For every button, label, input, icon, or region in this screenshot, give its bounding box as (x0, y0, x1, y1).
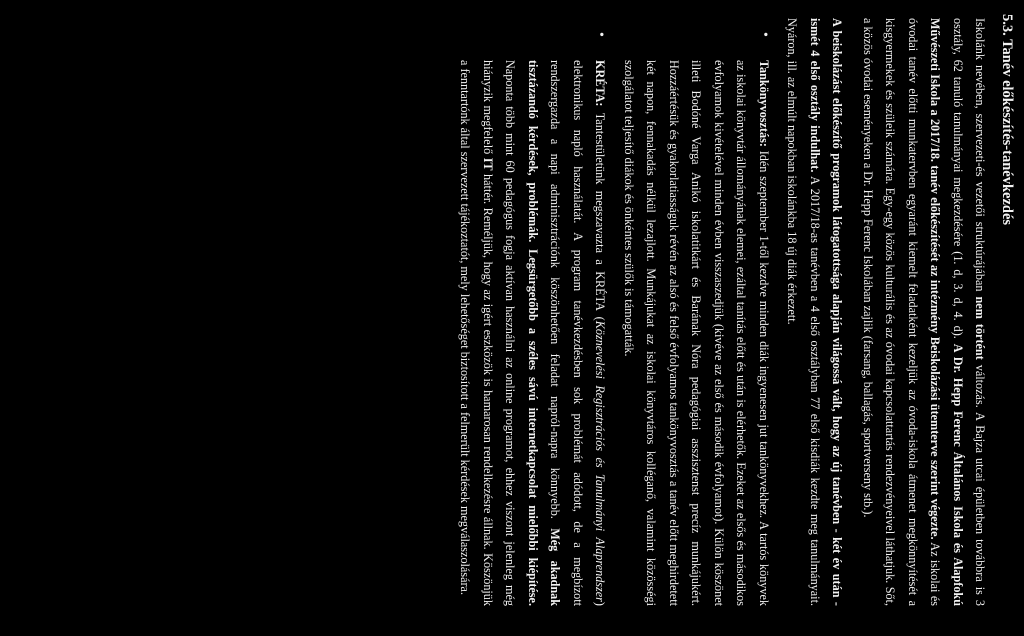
text-run: Tantestületünk megszavazta a KRÉTA ( (593, 106, 608, 321)
section-heading: 5.3. Tanév előkészítés-tanévkezdés (999, 14, 1015, 226)
text-run: A beiskolázást előkészítő programok látogatottsága alapján világossá vált, hogy az új tanévben - két év után - ismét 4 első osztály indulhat. (808, 18, 845, 606)
intro-paragraph (857, 18, 992, 606)
enrollment-paragraph (781, 18, 849, 606)
text-run: A Dr. Hepp Ferenc Általános Iskola és Alapfokú Művészeti Iskola a 2017/18. tanév előkészítését az intézmény Beiskolázási ütemterve szerint végezte. (928, 18, 965, 606)
bullet-icon: • (593, 32, 609, 37)
text-run: A 2017/18-as tanévben a 4 első osztályban 77 első kisdiák kezdte meg tanulmányait. Nyáron, ill. az elmúlt napokban iskolánkba 18 új diák érkezett. (785, 18, 822, 607)
bullet-item-textbooks (618, 18, 776, 606)
bullet-item-kreta (454, 18, 612, 606)
text-run: Köznevelési Regisztrációs és Tanulmányi Alaprendszer (593, 320, 608, 602)
text-run: KRÉTA: (593, 60, 608, 107)
bullet-icon: • (757, 32, 772, 37)
text-run: háttér. Reméljük, hogy az igért eszközök is hamarosan rendelkezésre állnak. Köszönjük a fenntartónk által szervezett tájékoztatót, mely lehetőséget biztosított a felmerült kérdések megválaszolására. (458, 60, 495, 606)
kreta-paragraph (454, 60, 612, 606)
text-run: Idén szeptember 1-től kezdve minden diák ingyenesen jut tankönyvekhez. A tartós könyvek az iskolai könyvtár állományának elemei, ezáltal tanítás előtt és után is elérhetők. Ezeket az elsős és másodikos évfolyamok kivételével minden évben visszaszedjük (kivéve az első és második évfolyamot). Külön köszönet illeti Bodóné Varga Anikó iskolatitkárt és Barának Nóra pedagógiai asszisztenst precíz munkájukért. Hozzáértésük és gyakorlatiasságuk révén az alsó és felső évfolyamos tankönyvosztás a tanév előtt meghirdetett két napon, fennakadás nélkül lezajlott. Munkájukat az iskolai könyvtáros kolléganő, valamint közösségi szolgálatot teljesítő diákok és önkéntes szülők is támogatták. (622, 60, 771, 606)
textbook-paragraph (618, 60, 776, 606)
text-run: Az iskolai és óvodai tanév előtti munkatervben egyaránt kiemelt feladatként kezeljük az óvoda-iskola átmenet megkönnyítését a kisgyermekek és szüleik számára. Egy-egy közös kulturális és az óvodai kapcsolattartás rendezvényeivel láthatjuk. Sőt, a közös óvodai eseményeken a Dr. Hepp Ferenc Iskolában zajlik (farsang, ballagás, sportverseny stb.). (861, 18, 943, 606)
text-run: ) elektronikus napló használatát. A program tanévkezdésben sok problémát adódott, de a megbízott rendszergazda a napi adminisztrációnk köszönhetően feladat napról-napra könnyebb. (548, 60, 608, 606)
text-run: Tankönyvosztás: (757, 60, 771, 147)
text-run: Még akadnak tisztázandó kérdések, problémák. Legsürgetőbb a széles sávú internetkapcsolat mielőbbi kiépítése. (526, 60, 563, 606)
text-run: IT (481, 157, 495, 171)
text-run: Iskolánk nevében, szervezeti-és vezetői struktúrájában (973, 18, 988, 297)
text-run: változás. A Bajza utcai épületben továbbra is 3 osztály, 62 tanuló tanulmányai megkezdésére (1. d, 3. d, 4. d). (951, 18, 988, 606)
text-run: Naponta több mint 60 pedagógus fogja aktívan használni az online programot, ehhez viszont jelenleg még hiányzik megfelelő (481, 60, 518, 606)
text-run: nem történt (973, 296, 988, 360)
